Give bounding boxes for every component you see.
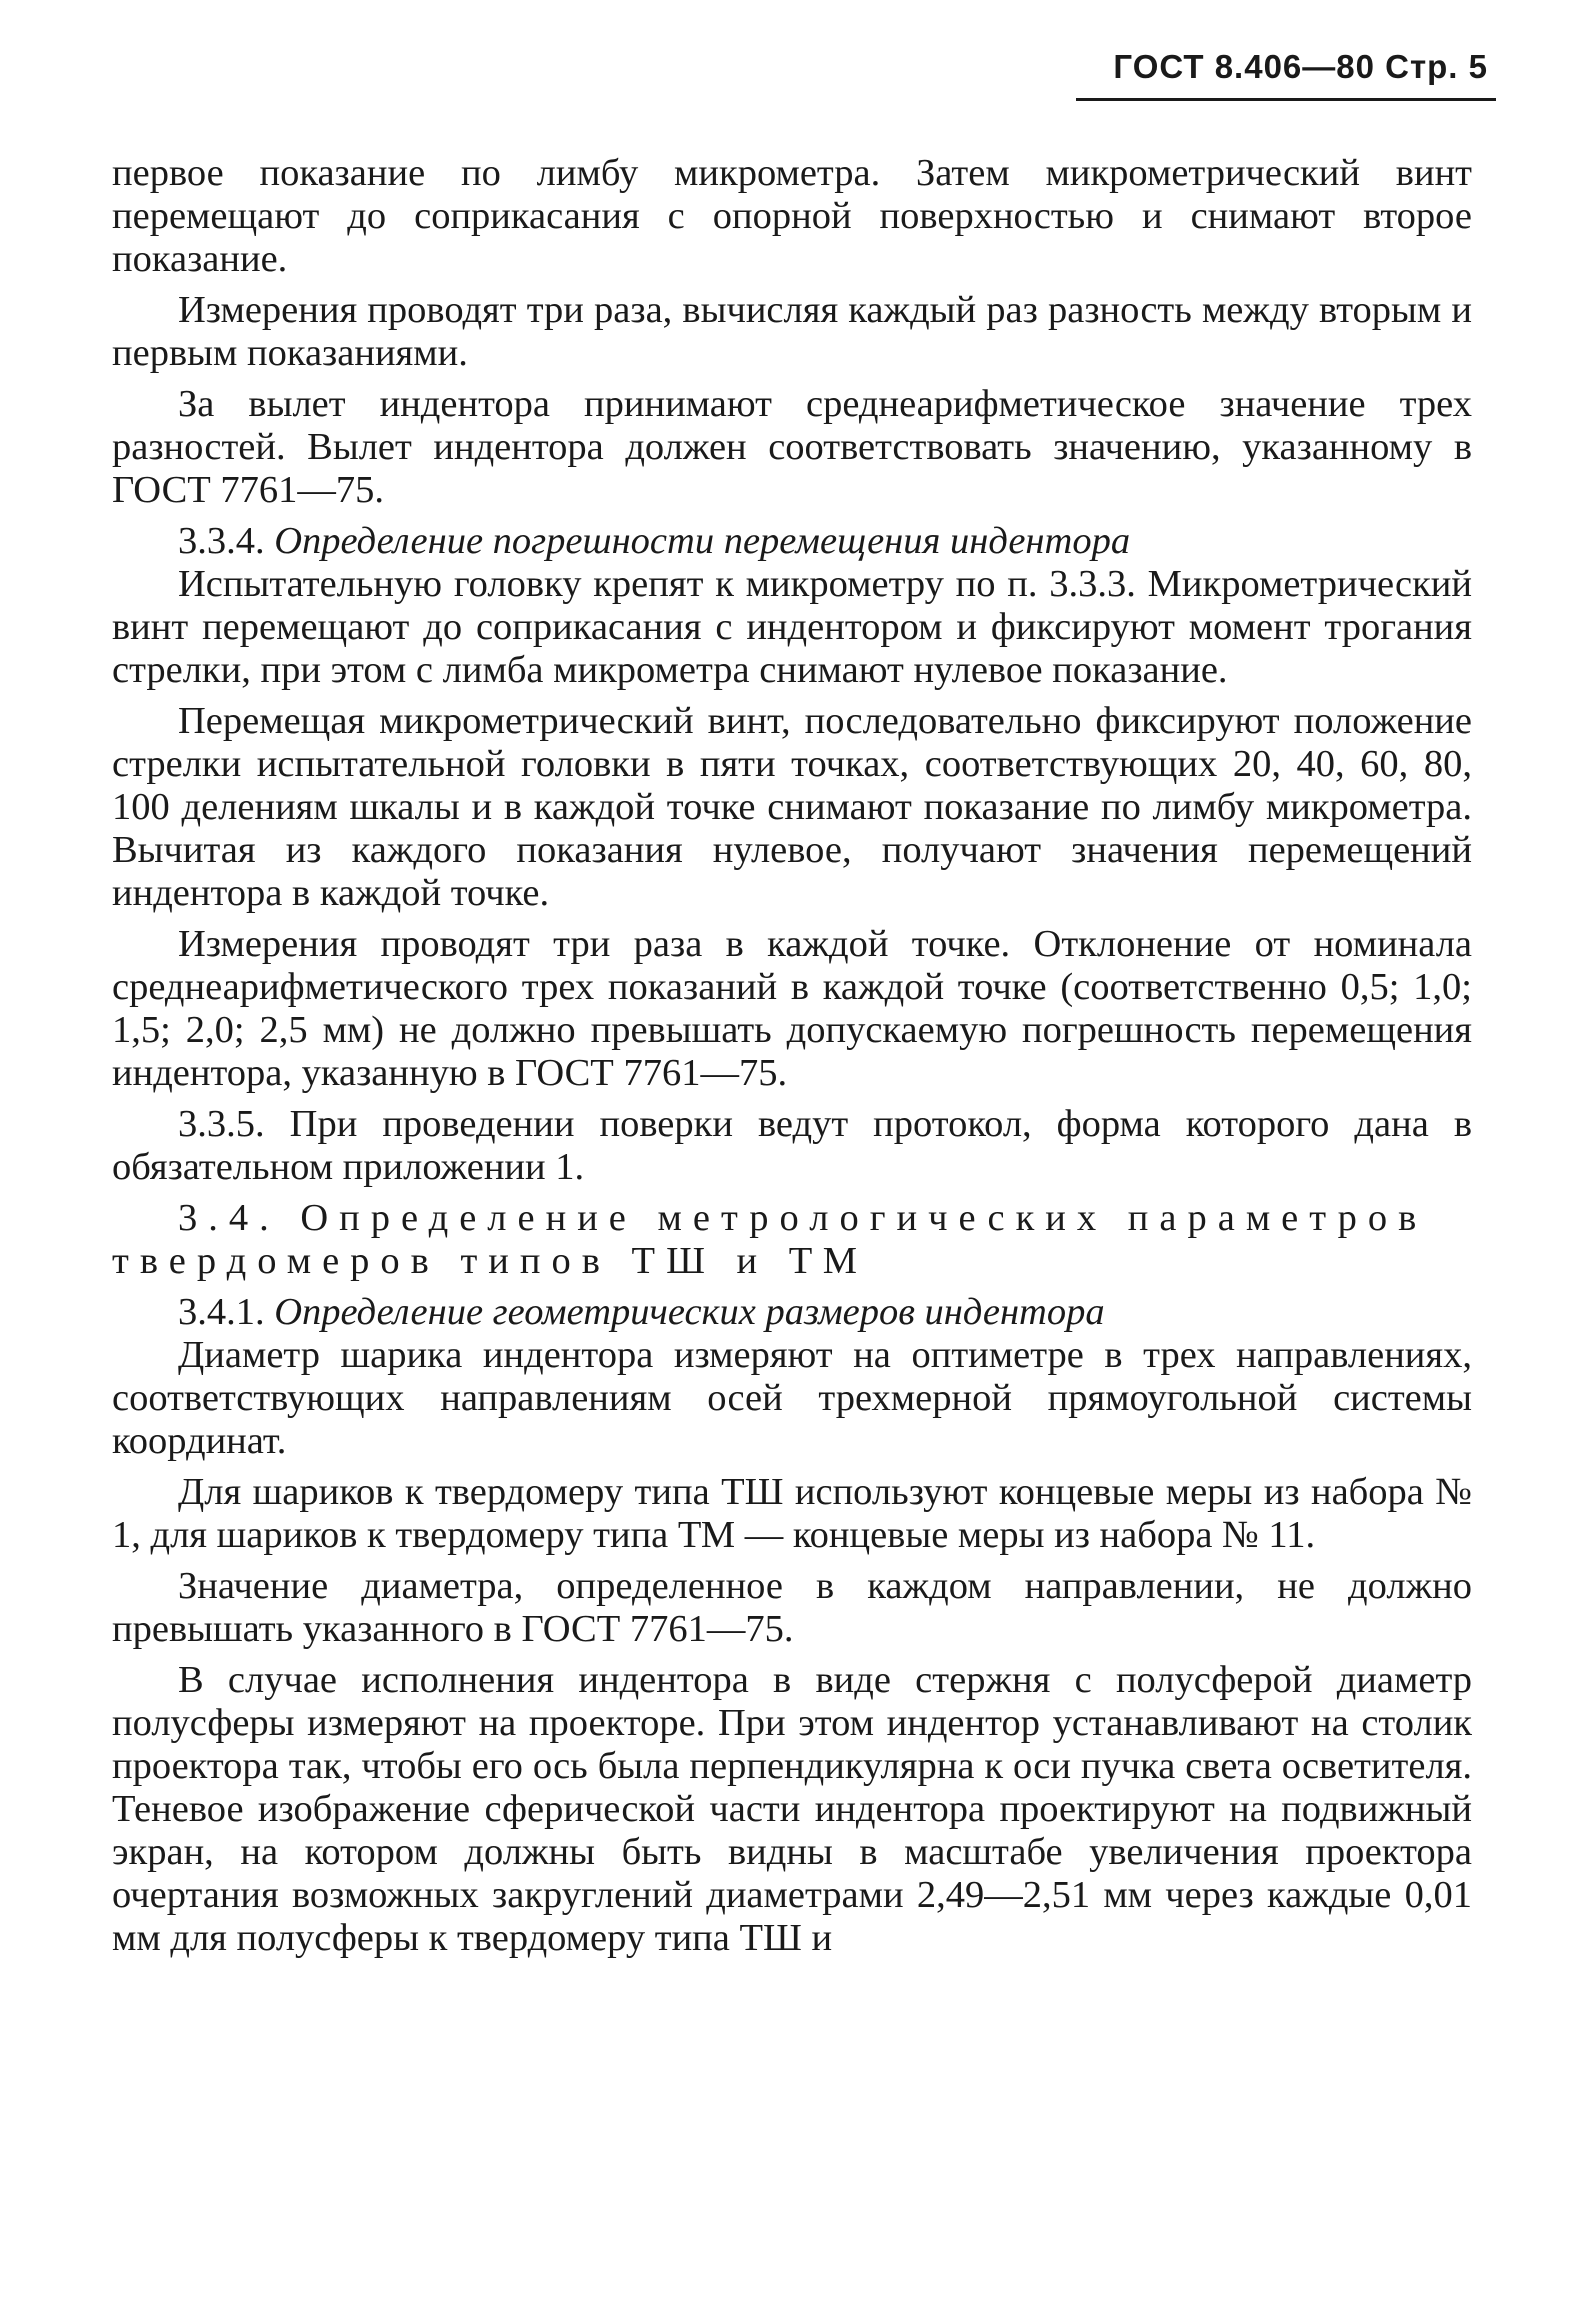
page-header: ГОСТ 8.406—80 Стр. 5	[1113, 48, 1488, 85]
header-rule	[1076, 98, 1496, 101]
paragraph-8: Диаметр шарика индентора измеряют на оптиметре в трех направлениях, соответствующих направлениям осей трехмерной прямоугольной системы координат.	[112, 1334, 1472, 1462]
section-3-4-1-title: Определение геометрических размеров индентора	[274, 1291, 1105, 1333]
section-3-3-4-number: 3.3.4.	[178, 520, 265, 562]
section-3-4-heading: 3.4. Определение метрологических параметров твердомеров типов ТШ и ТМ	[112, 1197, 1428, 1282]
section-3-3-4-heading	[112, 520, 1472, 563]
paragraph-5: Перемещая микрометрический винт, последовательно фиксируют положение стрелки испытательной головки в пяти точках, соответствующих 20, 40, 60, 80, 100 делениям шкалы и в каждой точке снимают показание по лимбу микрометра. Вычитая из каждого показания нулевое, получают значения перемещений индентора в каждой точке.	[112, 700, 1472, 914]
section-3-4-1-number: 3.4.1.	[178, 1291, 265, 1333]
document-body	[112, 152, 1472, 1960]
paragraph-2: Измерения проводят три раза, вычисляя каждый раз разность между вторым и первым показаниями.	[112, 289, 1472, 374]
paragraph-1: первое показание по лимбу микрометра. Затем микрометрический винт перемещают до соприкасания с опорной поверхностью и снимают второе показание.	[112, 152, 1472, 280]
section-3-4-1-heading	[112, 1291, 1472, 1334]
section-3-3-4-title: Определение погрешности перемещения индентора	[274, 520, 1131, 562]
paragraph-9: Для шариков к твердомеру типа ТШ используют концевые меры из набора № 1, для шариков к твердомеру типа ТМ — концевые меры из набора № 11.	[112, 1471, 1472, 1556]
paragraph-11: В случае исполнения индентора в виде стержня с полусферой диаметр полусферы измеряют на проекторе. При этом индентор устанавливают на столик проектора так, чтобы его ось была перпендикулярна к оси пучка света осветителя. Теневое изображение сферической части индентора проектируют на подвижный экран, на котором должны быть видны в масштабе увеличения проектора очертания возможных закруглений диаметрами 2,49—2,51 мм через каждые 0,01 мм для полусферы к твердомеру типа ТШ и	[112, 1659, 1472, 1959]
paragraph-3: За вылет индентора принимают среднеарифметическое значение трех разностей. Вылет индентора должен соответствовать значению, указанному в ГОСТ 7761—75.	[112, 383, 1472, 511]
paragraph-7: 3.3.5. При проведении поверки ведут протокол, форма которого дана в обязательном приложении 1.	[112, 1103, 1472, 1188]
paragraph-10: Значение диаметра, определенное в каждом направлении, не должно превышать указанного в ГОСТ 7761—75.	[112, 1565, 1472, 1650]
paragraph-4: Испытательную головку крепят к микрометру по п. 3.3.3. Микрометрический винт перемещают до соприкасания с индентором и фиксируют момент трогания стрелки, при этом с лимба микрометра снимают нулевое показание.	[112, 563, 1472, 691]
paragraph-6: Измерения проводят три раза в каждой точке. Отклонение от номинала среднеарифметического трех показаний в каждой точке (соответственно 0,5; 1,0; 1,5; 2,0; 2,5 мм) не должно превышать допускаемую погрешность перемещения индентора, указанную в ГОСТ 7761—75.	[112, 923, 1472, 1094]
